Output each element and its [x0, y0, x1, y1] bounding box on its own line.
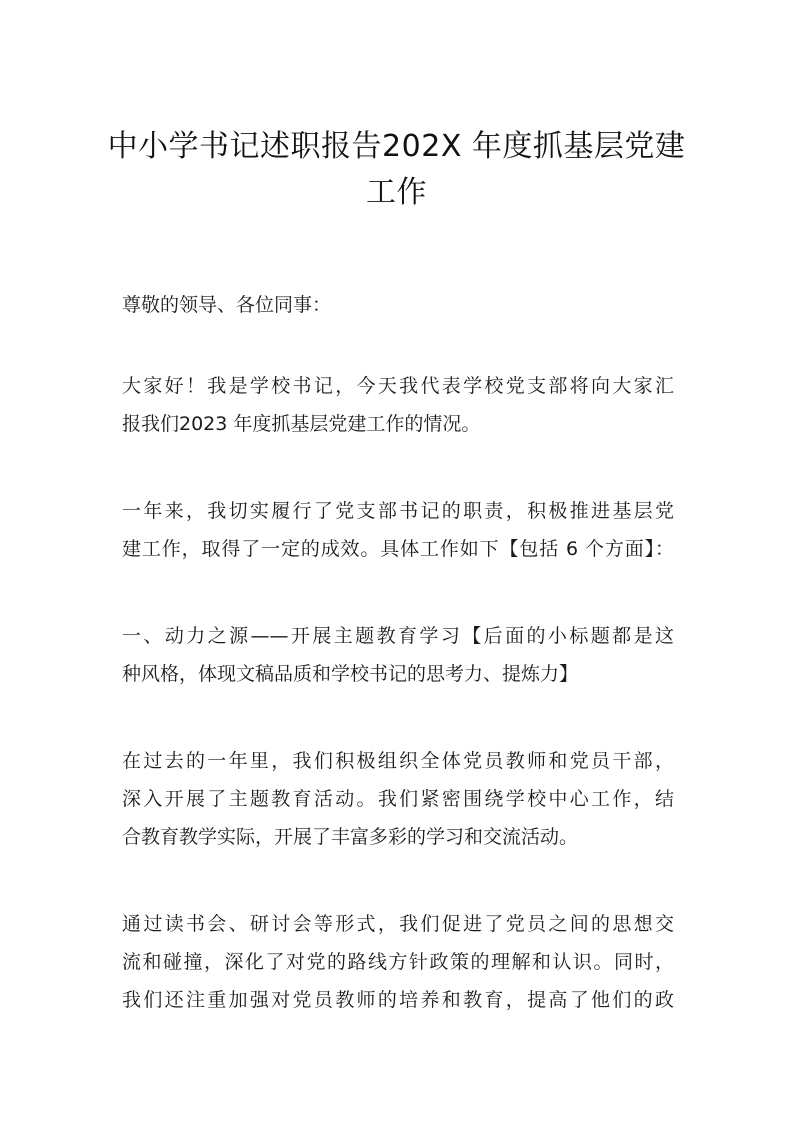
paragraph-line: 通过读书会、研讨会等形式，我们促进了党员之间的思想交	[122, 913, 674, 935]
intro-paragraph	[122, 367, 674, 443]
paragraph-line: 报我们2023 年度抓基层党建工作的情况。	[122, 413, 481, 435]
paragraph-line: 在过去的一年里，我们积极组织全体党员教师和党员干部，	[122, 750, 674, 772]
section-heading-paragraph	[122, 617, 674, 693]
title-line-2: 工作	[366, 175, 427, 210]
study-activities-paragraph	[122, 742, 674, 856]
greeting-paragraph	[122, 286, 674, 324]
paragraph-line: 我们还注重加强对党员教师的培养和教育，提高了他们的政	[122, 989, 674, 1011]
overview-paragraph	[122, 492, 674, 568]
paragraph-line: 合教育教学实际，开展了丰富多彩的学习和交流活动。	[122, 826, 579, 848]
paragraph-line: 种风格，体现文稿品质和学校书记的思考力、提炼力】	[122, 663, 579, 685]
title-line-1: 中小学书记述职报告202X 年度抓基层党建	[107, 129, 686, 164]
exchange-paragraph	[122, 905, 674, 1019]
paragraph-line: 一年来，我切实履行了党支部书记的职责，积极推进基层党	[122, 500, 674, 522]
paragraph-line: 尊敬的领导、各位同事：	[122, 294, 332, 316]
document-title	[100, 124, 693, 216]
paragraph-line: 大家好！我是学校书记，今天我代表学校党支部将向大家汇	[122, 375, 674, 397]
paragraph-line: 建工作，取得了一定的成效。具体工作如下【包括 6 个方面】：	[122, 538, 674, 560]
paragraph-line: 深入开展了主题教育活动。我们紧密围绕学校中心工作，结	[122, 788, 674, 810]
paragraph-line: 流和碰撞，深化了对党的路线方针政策的理解和认识。同时，	[122, 951, 674, 973]
paragraph-line: 一、动力之源——开展主题教育学习【后面的小标题都是这	[122, 625, 674, 647]
